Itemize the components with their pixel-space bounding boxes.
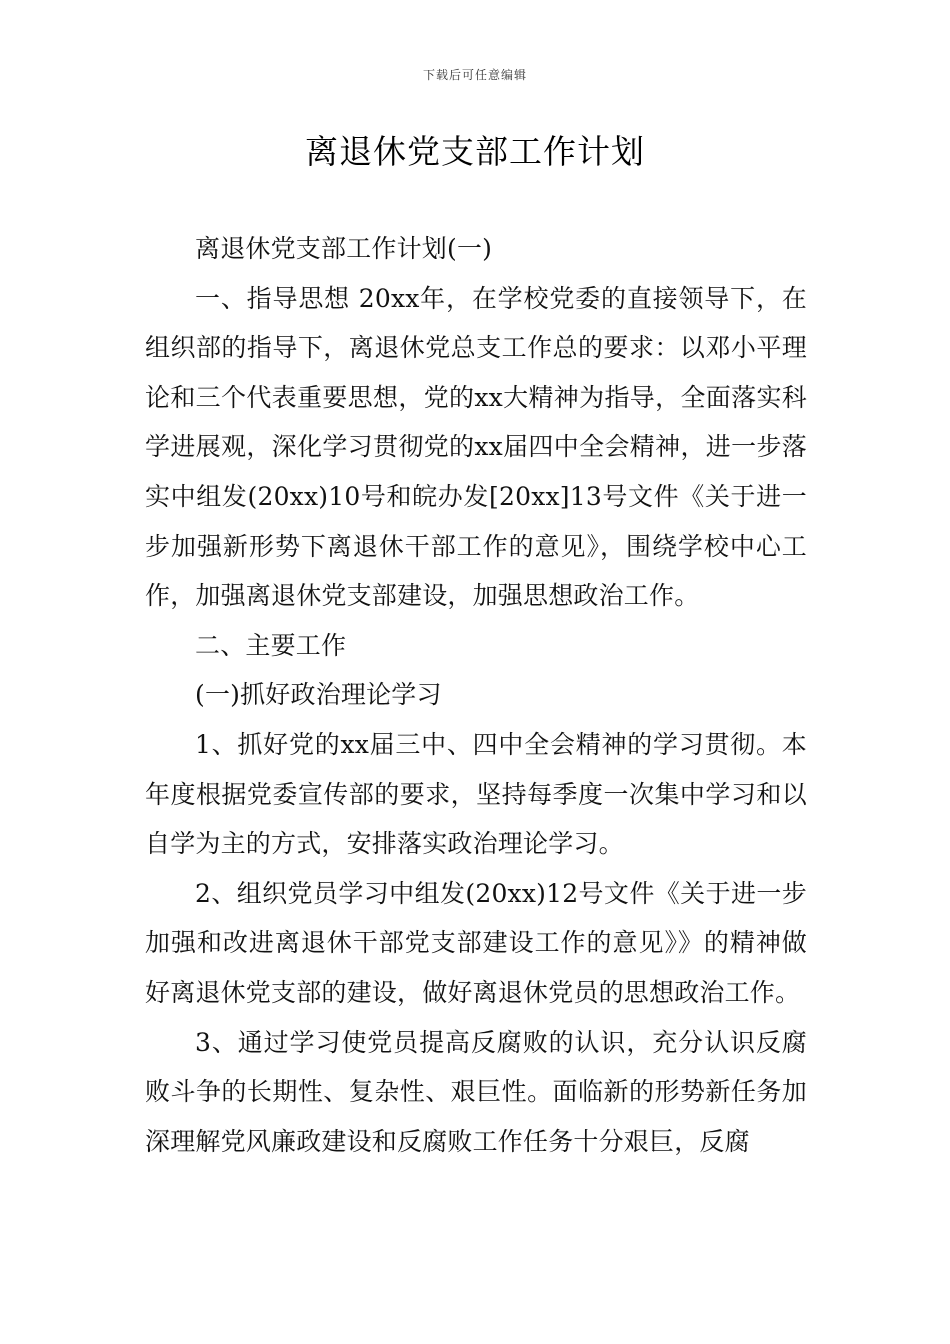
- section-heading: 二、主要工作: [195, 630, 347, 660]
- header-note: 下载后可任意编辑: [422, 68, 527, 82]
- document-body: [145, 224, 807, 1166]
- paragraph: 1、抓好党的xx届三中、四中全会精神的学习贯彻。本年度根据党委宣传部的要求，坚持每季度一次集中学习和以自学为主的方式，安排落实政治理论学习。: [145, 729, 807, 859]
- paragraph: 3、通过学习使党员提高反腐败的认识，充分认识反腐败斗争的长期性、复杂性、艰巨性。面临新的形势新任务加深理解党风廉政建设和反腐败工作任务十分艰巨，反腐: [145, 1027, 807, 1156]
- paragraph: 一、指导思想 20xx年，在学校党委的直接领导下，在组织部的指导下，离退休党总支工作总的要求：以邓小平理论和三个代表重要思想，党的xx大精神为指导，全面落实科学进展观，深化学习贯彻党的xx届四中全会精神，进一步落实中组发(20xx)10号和皖办发[20xx]13号文件《关于进一步加强新形势下离退休干部工作的意见》，围绕学校中心工作，加强离退休党支部建设，加强思想政治工作。: [145, 283, 807, 611]
- document-title: 离退休党支部工作计划: [305, 132, 645, 171]
- subsection-heading: (一)抓好政治理论学习: [195, 680, 442, 710]
- paragraph: 2、组织党员学习中组发(20xx)12号文件《关于进一步加强和改进离退休干部党支部建设工作的意见》》的精神做好离退休党支部的建设，做好离退休党员的思想政治工作。: [145, 878, 807, 1007]
- section-heading: 离退休党支部工作计划(一): [195, 234, 493, 263]
